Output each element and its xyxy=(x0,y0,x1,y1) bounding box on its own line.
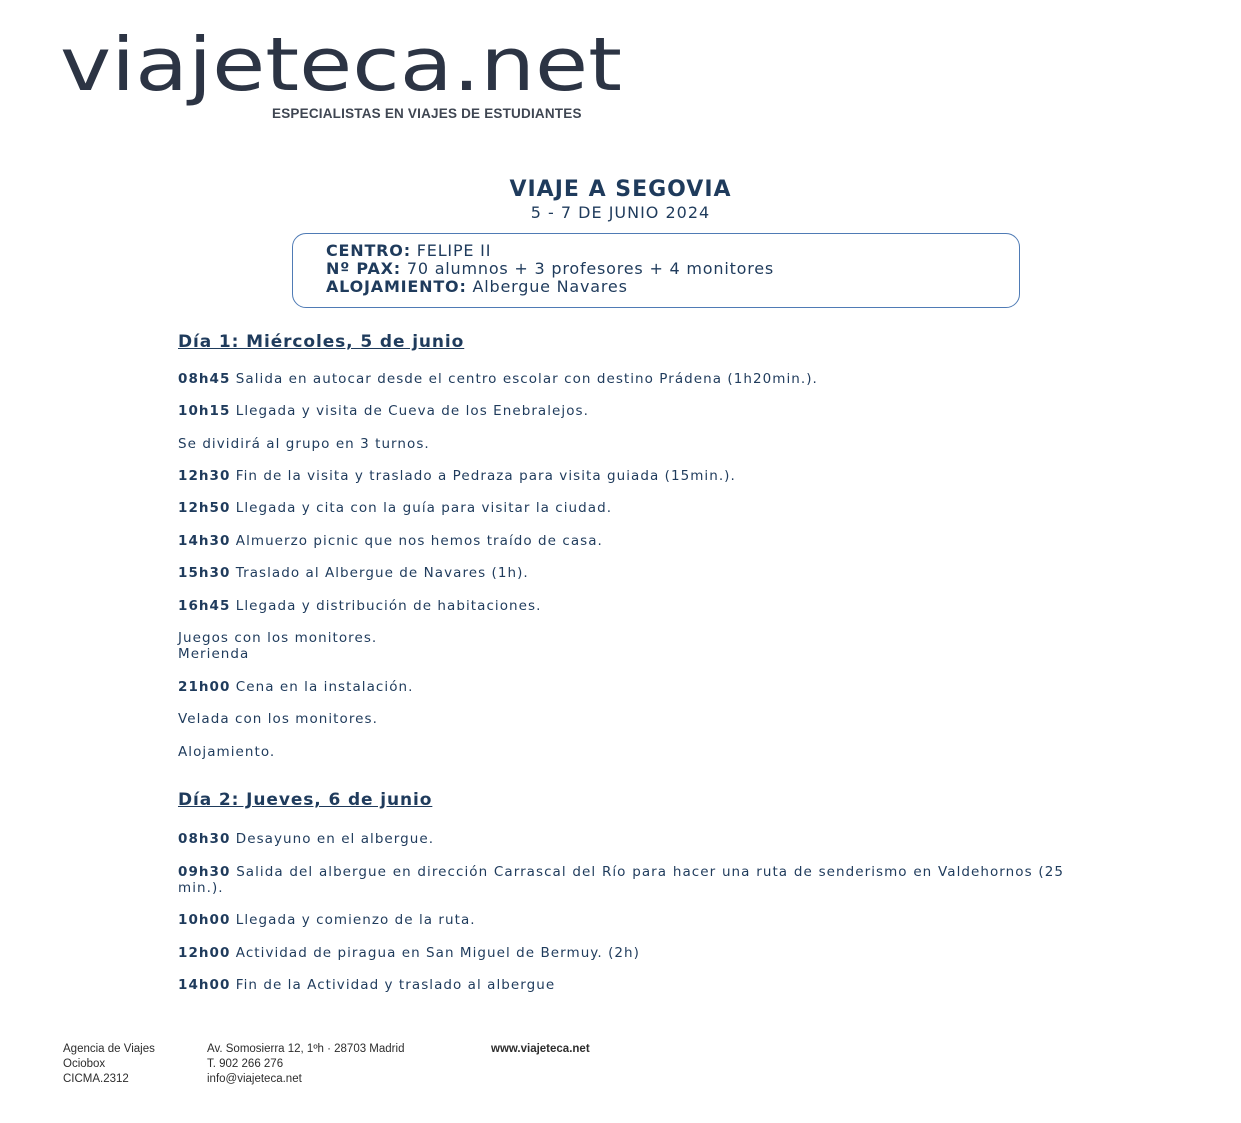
footer-email-link[interactable]: info@viajeteca.net xyxy=(207,1073,302,1085)
footer-address: Av. Somosierra 12, 1ºh · 28703 Madrid xyxy=(207,1043,405,1055)
item-time: 21h00 xyxy=(178,679,231,695)
trip-info-box xyxy=(292,233,1020,308)
item-text: Traslado al Albergue de Navares (1h). xyxy=(235,565,529,581)
item-text: Velada con los monitores. xyxy=(178,711,378,727)
footer-agency-line: Ociobox xyxy=(63,1058,106,1070)
itinerary-item xyxy=(178,598,1064,614)
itinerary-item xyxy=(178,371,1064,387)
logo-text: viajeteca.net xyxy=(60,34,622,108)
itinerary-item xyxy=(178,533,1064,549)
item-text: Llegada y distribución de habitaciones. xyxy=(235,598,542,614)
item-text: Llegada y comienzo de la ruta. xyxy=(235,912,476,928)
footer-phone: T. 902 266 276 xyxy=(207,1058,284,1070)
info-pax xyxy=(326,260,1019,278)
item-time: 15h30 xyxy=(178,565,231,581)
trip-dates: 5 - 7 DE JUNIO 2024 xyxy=(530,203,711,222)
itinerary-note xyxy=(178,744,1064,760)
item-time: 10h00 xyxy=(178,912,231,928)
item-time: 09h30 xyxy=(178,864,231,880)
item-text: Alojamiento. xyxy=(178,744,276,760)
logo-tagline: ESPECIALISTAS EN VIAJES DE ESTUDIANTES xyxy=(272,106,582,121)
info-centro-value: FELIPE II xyxy=(416,241,492,260)
itinerary-item xyxy=(178,565,1064,581)
itinerary-item xyxy=(178,864,1064,896)
item-time: 14h30 xyxy=(178,533,231,549)
item-text: Se dividirá al grupo en 3 turnos. xyxy=(178,436,430,452)
item-time: 12h50 xyxy=(178,500,231,516)
item-text: Cena en la instalación. xyxy=(235,679,414,695)
item-time: 10h15 xyxy=(178,403,231,419)
footer-agency xyxy=(63,1042,155,1087)
item-text: Fin de la visita y traslado a Pedraza para visita guiada (15min.). xyxy=(235,468,736,484)
item-text: Llegada y cita con la guía para visitar la ciudad. xyxy=(235,500,613,516)
itinerary-item xyxy=(178,468,1064,484)
info-alojamiento xyxy=(326,278,1019,296)
item-text: Juegos con los monitores. xyxy=(178,630,378,646)
itinerary-item xyxy=(178,403,1064,419)
itinerary-item xyxy=(178,831,1064,847)
info-pax-label: Nº PAX: xyxy=(326,259,401,278)
footer-agency-line: CICMA.2312 xyxy=(63,1073,129,1085)
item-text: Salida del albergue en dirección Carrascal del Río para hacer una ruta de senderismo en Valdehornos (25 min.). xyxy=(178,864,1064,896)
itinerary-item xyxy=(178,977,1064,993)
item-text: Salida en autocar desde el centro escolar con destino Prádena (1h20min.). xyxy=(235,371,818,387)
info-centro xyxy=(326,242,1019,260)
info-alojamiento-value: Albergue Navares xyxy=(472,277,628,296)
itinerary-note xyxy=(178,646,1064,662)
item-text: Merienda xyxy=(178,646,250,662)
item-time: 14h00 xyxy=(178,977,231,993)
itinerary-item xyxy=(178,679,1064,695)
info-alojamiento-label: ALOJAMIENTO: xyxy=(326,277,467,296)
info-centro-label: CENTRO: xyxy=(326,241,411,260)
item-text: Llegada y visita de Cueva de los Enebralejos. xyxy=(235,403,589,419)
item-time: 12h30 xyxy=(178,468,231,484)
itinerary-item xyxy=(178,912,1064,928)
footer-web xyxy=(491,1042,590,1057)
trip-title: VIAJE A SEGOVIA xyxy=(509,177,732,202)
day2-heading: Día 2: Jueves, 6 de junio xyxy=(178,790,433,810)
item-text: Fin de la Actividad y traslado al albergue xyxy=(235,977,556,993)
item-text: Desayuno en el albergue. xyxy=(235,831,435,847)
item-text: Almuerzo picnic que nos hemos traído de casa. xyxy=(235,533,603,549)
day1-heading: Día 1: Miércoles, 5 de junio xyxy=(178,332,465,352)
info-pax-value: 70 alumnos + 3 profesores + 4 monitores xyxy=(406,259,775,278)
item-time: 12h00 xyxy=(178,945,231,961)
item-time: 16h45 xyxy=(178,598,231,614)
item-time: 08h45 xyxy=(178,371,231,387)
item-time: 08h30 xyxy=(178,831,231,847)
footer-agency-line: Agencia de Viajes xyxy=(63,1043,155,1055)
itinerary-note xyxy=(178,436,1064,452)
itinerary-item xyxy=(178,500,1064,516)
itinerary-note xyxy=(178,630,1064,646)
item-text: Actividad de piragua en San Miguel de Bermuy. (2h) xyxy=(235,945,640,961)
footer-contact xyxy=(207,1042,404,1087)
footer-website-link[interactable]: www.viajeteca.net xyxy=(491,1043,590,1055)
itinerary-note xyxy=(178,711,1064,727)
itinerary-item xyxy=(178,945,1064,961)
